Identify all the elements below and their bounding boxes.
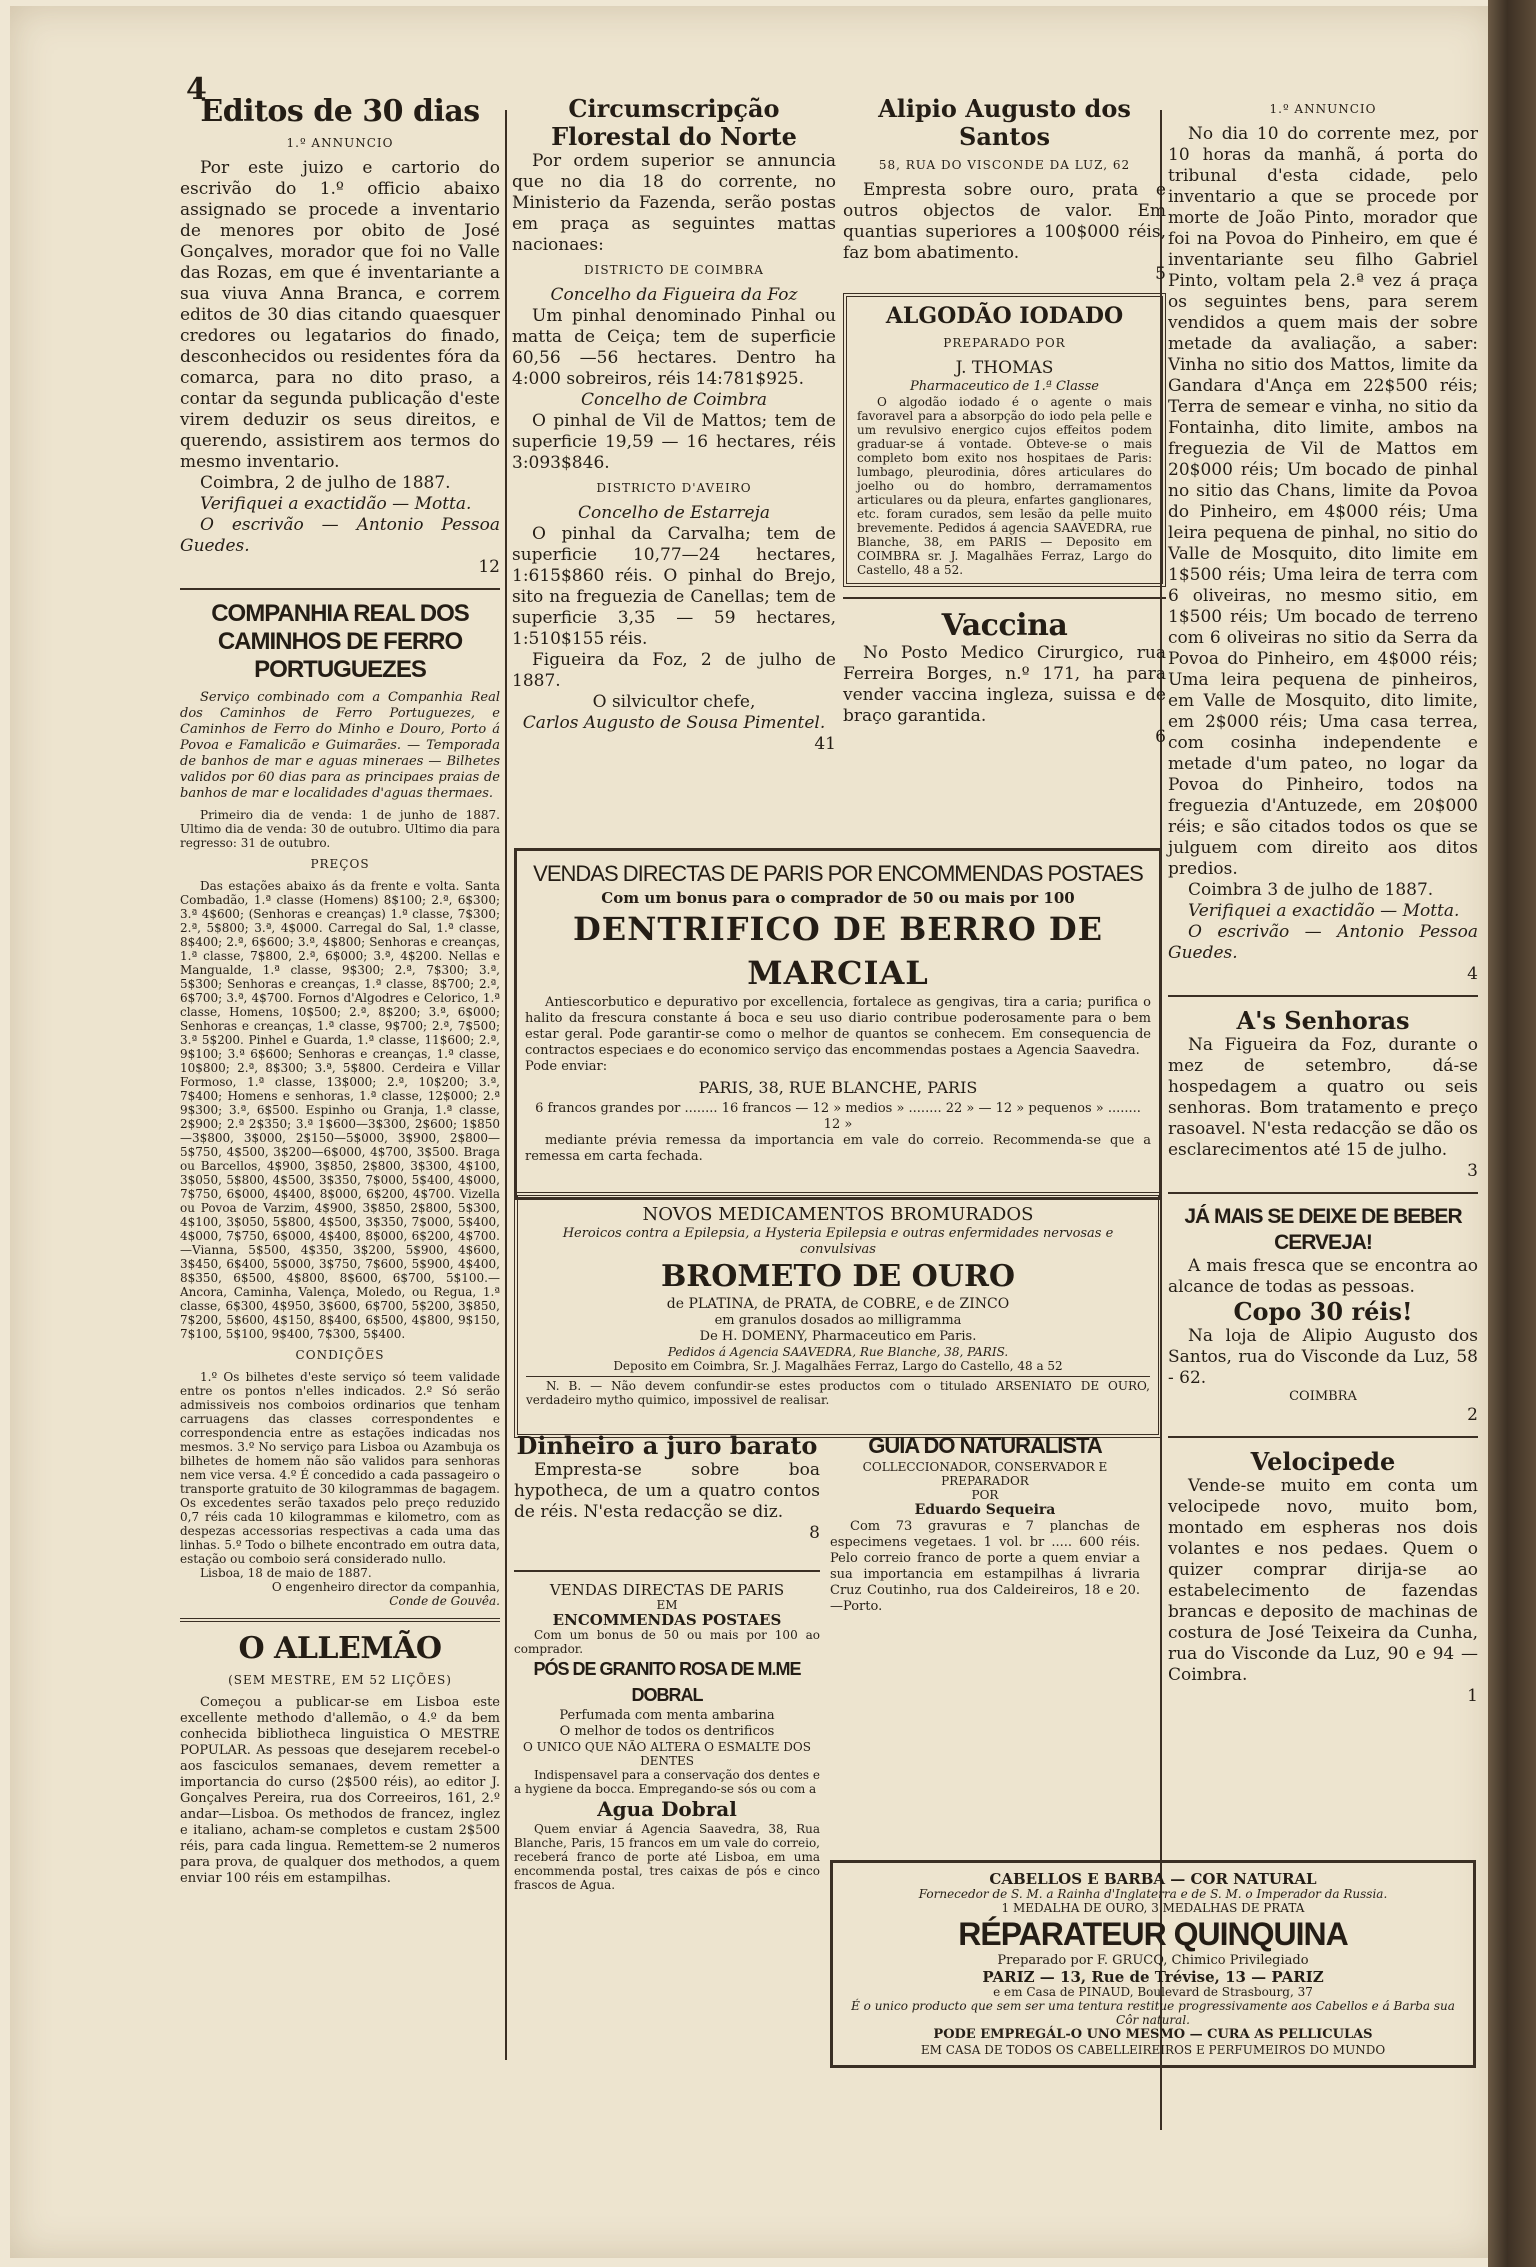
concelho-estarreja: Concelho de Estarreja xyxy=(578,503,770,523)
dobral-agua: Agua Dobral xyxy=(597,1797,737,1821)
circ-body: Por ordem superior se annuncia que no dia 18 do corrente, no Ministerio da Fazenda, serão postas em praça as seguintes mattas nacionaes: xyxy=(512,151,836,255)
guia-body: Com 73 gravuras e 7 planchas de especimens vegetaes. 1 vol. br ..... 600 réis. Pelo correio franco de porte a quem enviar a sua importancia em estampilhas á livraria Cruz Coutinho, rua dos Caldeireiros, 18 e 20.—Porto. xyxy=(830,1519,1140,1614)
column-1 xyxy=(180,95,500,1887)
divider xyxy=(1168,995,1478,997)
paris-product: DENTRIFICO DE BERRO DE MARCIAL xyxy=(573,910,1103,992)
concelho-figueira: Concelho da Figueira da Foz xyxy=(550,285,798,305)
dobral-em: EM xyxy=(656,1598,678,1612)
column-4 xyxy=(1168,95,1478,1707)
cerveja-shop: Na loja de Alipio Augusto dos Santos, rua do Visconde da Luz, 58 - 62. xyxy=(1168,1326,1478,1388)
senhoras-num: 3 xyxy=(1467,1161,1478,1181)
ann-date: Coimbra 3 de julho de 1887. xyxy=(1188,880,1434,900)
brom-metals: de PLATINA, de PRATA, de COBRE, e de ZINCO xyxy=(666,1296,1010,1312)
quinquina-ad xyxy=(830,1860,1476,2068)
column-2 xyxy=(512,95,836,755)
brom-by: De H. DOMENY, Pharmaceutico em Paris. xyxy=(699,1329,977,1344)
velocipede-body: Vende-se muito em conta um velocipede novo, muito bom, montado em espheras nos dois volantes e nos pedaes. Quem o quizer comprar dirija-se ao estabelecimento de fazendas brancas e deposito de machinas de costura de José Teixeira da Cunha, rua do Visconde da Luz, 90 e 94 — Coimbra. xyxy=(1168,1476,1478,1685)
dobral-product: PÓS DE GRANITO ROSA DE M.ME DOBRAL xyxy=(533,1659,801,1705)
divider xyxy=(180,588,500,590)
brom-gran: em granulos dosados ao milligramma xyxy=(714,1313,962,1328)
editos-announce: 1.º ANNUNCIO xyxy=(286,136,394,150)
algodao-prep: PREPARADO POR xyxy=(943,336,1066,350)
cp-sub: Serviço combinado com a Companhia Real dos Caminhos de Ferro Portuguezes, e Caminhos de Ferro do Minho e Douro, Porto á Povoa e Famalicão e Guimarães. — Temporada de banhos de mar e aguas mineraes — Bilhetes validos por 60 dias para as principaes praias de banhos de mar e localidades d'aguas thermaes. xyxy=(180,690,500,801)
cerveja-title: JÁ MAIS SE DEIXE DE BEBER CERVEJA! xyxy=(1184,1205,1462,1254)
column-3 xyxy=(843,95,1166,748)
editos-body: Por este juizo e cartorio do escrivão do 1.º officio abaixo assignado se procede a inventario de menores por obito de José Gonçalves, morador que foi no Valle das Rozas, em que é inventariante a sua viuva Anna Branca, e correm editos de 30 dias citando quaesquer credores ou legatarios do finado, desconhecidos ou residentes fóra da comarca, para no dito praso, a contar da segunda publicação d'este virem deduzir os seus direitos, e querendo, assistirem aos termos do mesmo inventario. xyxy=(180,158,500,472)
editos-verif: Verifiquei a exactidão — Motta. xyxy=(200,494,472,514)
dobral-title: VENDAS DIRECTAS DE PARIS xyxy=(549,1581,785,1599)
cp-sign: O engenheiro director da companhia, xyxy=(271,1580,500,1594)
dobral-ad xyxy=(514,1560,820,1892)
paris-addr: PARIS, 38, RUE BLANCHE, PARIS xyxy=(698,1078,978,1097)
guia-ad xyxy=(830,1432,1140,1615)
dobral-bonus: Com um bonus de 50 ou mais por 100 ao comprador. xyxy=(514,1628,820,1656)
quin-casa: e em Casa de PINAUD, Boulevard de Strasbourg, 37 xyxy=(993,1985,1313,1999)
quin-pode: PODE EMPREGÁL-O UNO MESMO — CURA AS PELLICULAS xyxy=(933,2027,1373,2042)
alipio-body: Empresta sobre ouro, prata e outros objectos de valor. Em quantias superiores a 100$000 réis, faz bom abatimento. xyxy=(843,180,1166,263)
quin-prep: Preparado por F. GRUCQ, Chimico Privilegiado xyxy=(997,1953,1309,1968)
vaccina-num: 6 xyxy=(1155,727,1166,747)
circ-sign2: Carlos Augusto de Sousa Pimentel. xyxy=(522,713,826,733)
paris-footer: mediante prévia remessa da importancia em vale do correio. Recommenda-se que a remessa em carta fechada. xyxy=(525,1133,1151,1164)
quin-forn: Fornecedor de S. M. a Rainha d'Inglaterra e de S. M. o Imperador da Russia. xyxy=(918,1887,1388,1901)
dinheiro-ad xyxy=(514,1432,820,1544)
cp-precos: PREÇOS xyxy=(310,857,370,871)
divider xyxy=(1168,1436,1478,1438)
page-number: 4 xyxy=(186,72,207,107)
paris-pode: Pode enviar: xyxy=(525,1059,608,1074)
senhoras-title: A's Senhoras xyxy=(1236,1006,1410,1035)
brometo-ad xyxy=(514,1192,1162,1438)
ann-scriv: O escrivão — Antonio Pessoa Guedes. xyxy=(1168,922,1478,963)
senhoras-body: Na Figueira da Foz, durante o mez de setembro, dá-se hospedagem a quatro ou seis senhoras. Bom tratamento e preço rasoavel. N'esta redacção se dão os esclarecimentos até 15 de julho. xyxy=(1168,1035,1478,1160)
velocipede-num: 1 xyxy=(1467,1686,1478,1706)
cp-precos-body: Das estações abaixo ás da frente e volta. Santa Combadão, 1.ª classe (Homens) 8$100; 2.ª, 6$300; 3.ª 4$600; (Senhoras e creanças) 1.ª classe, 7$300; 2.ª, 5$800; 3.ª, 4$000. Carregal do Sal, 1.ª classe, 8$400; 2.ª, 6$600; 3.ª, 4$800; Senhoras e creanças, 1.ª classe, 7$800, 2.ª, 6$000; 3.ª, 4$200. Nellas e Mangualde, 1.ª classe, 9$300; 2.ª, 7$300; 3.ª, 5$300; Senhoras e creanças, 1.ª classe, 8$700; 2.ª, 6$700; 3.ª, 4$700. Fornos d'Algodres e Celorico, 1.ª classe, Homens, 10$500; 2.ª, 8$200; 3.ª, 6$000; Senhoras e creanças, 1.ª classe, 9$700; 2.ª, 7$500; 3.ª 5$200. Pinhel e Guarda, 1.ª classe, 11$600; 2.ª, 9$100; 3.ª 6$600; Senhoras e creanças, 1.ª classe, 10$800; 2.ª, 8$300; 3.ª, 5$800. Cerdeira e Villar Formoso, 1.ª classe, 13$000; 2.ª, 10$200; 3.ª, 7$400; Homens e senhoras, 1.ª classe, 12$000; 2.ª 9$300; 3.ª, 6$500. Espinho ou Granja, 1.ª classe, 2$900; 2.ª 2$350; 3.ª 1$600—3$300, 2$600; 1$850—3$800, 3$000, 2$150—5$000, 3$900, 2$800—5$750, 4$500, 3$200—6$000, 4$700, 3$500. Braga ou Barcellos, 4$900, 3$850, 2$800, 3$300, 4$100, 3$050, 5$800, 4$500, 3$350, 7$000, 5$400, 4$000, 7$750, 6$000, 4$400, 8$000, 6$200, 4$700. Vizella ou Povoa de Varzim, 4$900, 3$850, 2$800, 5$300, 4$100, 3$050, 5$800, 4$500, 3$350, 7$000, 5$400, 4$000, 7$750, 6$000, 4$400, 8$000, 6$200, 4$700.—Vianna, 5$500, 4$350, 3$200, 5$900, 4$600, 3$450, 6$400, 5$000, 3$750, 7$600, 5$900, 4$400, 8$350, 6$500, 4$800, 8$600, 6$700, 5$100.—Ancora, Caminha, Valença, Moledo, ou Regua, 1.ª classe, 6$300, 4$950, 3$600, 6$700, 5$200, 3$850, 7$200, 5$600, 4$150, 8$400, 6$500, 4$800, 9$150, 7$100, 5$100, 9$400, 7$300, 5$400. xyxy=(180,879,500,1341)
guia-author: Eduardo Sequeira xyxy=(914,1502,1056,1518)
velocipede-title: Velocipede xyxy=(1250,1447,1396,1476)
circ-sign: O silvicultor chefe, xyxy=(592,692,756,712)
estarreja-body: O pinhal da Carvalha; tem de superficie 10,77—24 hectares, 1:615$860 réis. O pinhal do Brejo, sito na freguezia de Canellas; tem de superficie 3,35 — 59 hectares, 1:510$155 réis. xyxy=(512,524,836,649)
allemao-sub: (SEM MESTRE, EM 52 LIÇÕES) xyxy=(228,1673,452,1687)
vaccina-title: Vaccina xyxy=(941,608,1068,643)
paris-prices: 6 francos grandes por ........ 16 francos — 12 » medios » ........ 22 » — 12 » pequenos » ........ 12 » xyxy=(535,1101,1141,1132)
allemao-body: Começou a publicar-se em Lisboa este excellente methodo d'allemão, o 4.º da bem conhecida bibliotheca linguistica O MESTRE POPULAR. As pessoas que desejarem recebel-o aos fasciculos semanaes, devem remetter a importancia do curso (2$500 réis), ao editor J. Gonçalves Pereira, rua dos Correeiros, 161, 2.º andar—Lisboa. Os methodos de francez, inglez e italiano, acham-se completos e custam 2$500 réis, para cada lingua. Remettem-se 2 numeros para prova, de qualquer dos methodos, a quem enviar 100 réis em estampilhas. xyxy=(180,1695,500,1886)
cerveja-city: COIMBRA xyxy=(1289,1389,1357,1404)
algodao-ad xyxy=(843,293,1166,587)
quin-product: RÉPARATEUR QUINQUINA xyxy=(958,1916,1348,1952)
divider xyxy=(1168,1192,1478,1194)
paris-ad xyxy=(514,848,1162,1200)
district-aveiro: DISTRICTO D'AVEIRO xyxy=(596,481,752,495)
paris-title: VENDAS DIRECTAS DE PARIS POR ENCOMMENDAS POSTAES xyxy=(533,861,1143,886)
quin-casa2: EM CASA DE TODOS OS CABELLEIREIROS E PERFUMEIROS DO MUNDO xyxy=(920,2043,1386,2057)
dinheiro-body: Empresta-se sobre boa hypotheca, de um a quatro contos de réis. N'esta redacção se diz. xyxy=(514,1460,820,1522)
vaccina-body: No Posto Medico Cirurgico, rua Ferreira Borges, n.º 171, ha para vender vaccina ingleza, suissa e de braço garantida. xyxy=(843,643,1166,726)
brom-ped: Pedidos á Agencia SAAVEDRA, Rue Blanche, 38, PARIS. xyxy=(667,1345,1009,1359)
paris-body: Antiescorbutico e depurativo por excellencia, fortalece as gengivas, tira a caria; purifica o halito da frescura constante á boca e seu uso diario contribue poderosamente para o bem estar geral. Pode garantir-se como o melhor de quantos se conhecem. Em consequencia de contractos especiaes e do economico serviço das encommendas postaes a Agencia Saavedra. xyxy=(525,995,1151,1058)
dinheiro-title: Dinheiro a juro barato xyxy=(516,1431,818,1460)
column-rule xyxy=(505,110,507,2060)
dobral-perf: Perfumada com menta ambarina xyxy=(559,1708,775,1723)
guia-sub: COLLECCIONADOR, CONSERVADOR E PREPARADOR xyxy=(862,1460,1108,1488)
ann-num: 4 xyxy=(1467,964,1478,984)
ann-body: No dia 10 do corrente mez, por 10 horas da manhã, á porta do tribunal d'esta cidade, pelo inventario a que se procede por morte de João Pinto, morador que foi na Povoa do Pinheiro, em que é inventariante seu filho Gabriel Pinto, voltam pela 2.ª vez á praça os seguintes bens, para serem vendidos a quem mais der sobre metade da avaliação, a saber: Vinha no sitio dos Mattos, limite da Gandara d'Ança em 22$500 réis; Terra de semear e vinha, no sitio da Fontainha, dito limite, ambos na freguezia de Vil de Mattos em 20$000 réis; Um bocado de pinhal no sitio das Chans, limite da Povoa do Pinheiro, em 4$000 réis; Uma leira pequena de pinhal, no sitio do Valle de Mosquito, dito limite em 1$500 réis; Uma leira de terra com 6 oliveiras, no mesmo sitio, em 1$500 réis; Um bocado de terreno com 6 oliveiras no sitio da Serra da Povoa do Pinheiro, em 4$000 réis; Uma leira pequena de pinheiros, em Valle de Mosquito, dito limite, em 2$000 réis; Uma casa terrea, com cosinha independente e metade d'um pateo, no logar da Povoa do Pinheiro, todos na freguezia d'Antuzede, em 20$000 réis; e são citados todos os que se julguem com direito aos ditos predios. xyxy=(1168,124,1478,879)
alipio-num: 5 xyxy=(1155,264,1166,284)
cp-cond: CONDIÇÕES xyxy=(295,1348,385,1362)
dobral-enc: ENCOMMENDAS POSTAES xyxy=(552,1611,782,1629)
editos-scriv: O escrivão — Antonio Pessoa Guedes. xyxy=(180,515,500,556)
cerveja-body: A mais fresca que se encontra ao alcance de todas as pessoas. xyxy=(1168,1256,1478,1297)
figueira-body: Um pinhal denominado Pinhal ou matta de Ceiça; tem de superficie 60,56 —56 hectares. Dentro ha 4:000 sobreiros, réis 14:781$925. xyxy=(512,306,836,389)
cerveja-num: 2 xyxy=(1467,1405,1478,1425)
cp-sign2: Conde de Gouvêa. xyxy=(389,1594,500,1608)
ann-label: 1.º ANNUNCIO xyxy=(1269,102,1377,116)
cp-cond-body: 1.º Os bilhetes d'este serviço só teem validade entre os pontos n'elles indicados. 2.º Só serão admissiveis nos comboios ordinarios que tenham carruagens das classes correspondentes e correspondencia entre as estações indicadas nos mesmos. 3.º No serviço para Lisboa ou Azambuja os bilhetes de homem não são validos para senhoras nem vice versa. 4.º É concedido a cada passageiro o transporte gratuito de 30 kilogrammas de bagagem. Os excedentes serão taxados pelo preço reduzido 0,7 réis cada 10 kilogrammas e kilometro, com as despezas accessorias respectivas a cada uma das linhas. 5.º Todo o bilhete encontrado em outra data, estação ou comboio será considerado nullo. xyxy=(180,1370,500,1566)
book-spine xyxy=(1488,0,1536,2267)
divider xyxy=(843,597,1166,599)
editos-title: Editos de 30 dias xyxy=(200,94,480,129)
brom-nb: N. B. — Não devem confundir-se estes productos com o titulado ARSENIATO DE OURO, verdadeiro mytho quimico, impossivel de realisar. xyxy=(526,1376,1150,1407)
alipio-addr: 58, RUA DO VISCONDE DA LUZ, 62 xyxy=(878,158,1131,172)
algodao-title: ALGODÃO IODADO xyxy=(885,303,1124,329)
coimbra-body: O pinhal de Vil de Mattos; tem de superficie 19,59 — 16 hectares, réis 3:093$846. xyxy=(512,411,836,473)
circ-title: Circumscripção Florestal do Norte xyxy=(551,94,797,151)
brom-dep: Deposito em Coimbra, Sr. J. Magalhães Ferraz, Largo do Castello, 48 a 52 xyxy=(613,1359,1063,1373)
cp-date: Lisboa, 18 de maio de 1887. xyxy=(200,1566,372,1580)
circ-date: Figueira da Foz, 2 de julho de 1887. xyxy=(512,650,836,691)
algodao-body: O algodão iodado é o agente o mais favoravel para a absorpção do iodo pela pelle e um revulsivo energico cujos effeitos podem graduar-se á vontade. Obteve-se o mais completo bom exito nos hospitaes de Paris: lumbago, pleurodinia, dôres articulares do joelho ou do hombro, derramamentos articulares ou da pleura, enfartes ganglionares, etc. foram curados, sem lesão da pelle muito brevemente. Pedidos á agencia SAAVEDRA, rue Blanche, 38, em PARIS — Deposito em COIMBRA sr. J. Magalhães Ferraz, Largo do Castello, 48 a 52. xyxy=(857,395,1152,577)
cp-title: COMPANHIA REAL DOS CAMINHOS DE FERRO PORTUGUEZES xyxy=(211,600,469,683)
brom-title: NOVOS MEDICAMENTOS BROMURADOS xyxy=(642,1204,1034,1225)
dinheiro-num: 8 xyxy=(809,1523,820,1543)
brom-sub: Heroicos contra a Epilepsia, a Hysteria Epilepsia e outras enfermidades nervosas e convulsivas xyxy=(562,1226,1114,1257)
quin-only: É o unico producto que sem ser uma tentura restitue progressivamente aos Cabellos e á Barba sua Côr natural. xyxy=(851,1999,1455,2027)
editos-date: Coimbra, 2 de julho de 1887. xyxy=(200,473,451,493)
alipio-title: Alipio Augusto dos Santos xyxy=(878,94,1131,151)
editos-num: 12 xyxy=(478,557,500,577)
quin-top: CABELLOS E BARBA — COR NATURAL xyxy=(989,1870,1317,1888)
quin-medal: 1 MEDALHA DE OURO, 3 MEDALHAS DE PRATA xyxy=(1001,1901,1305,1915)
district-coimbra: DISTRICTO DE COIMBRA xyxy=(584,263,764,277)
dobral-only: O UNICO QUE NÃO ALTERA O ESMALTE DOS DENTES xyxy=(523,1740,811,1768)
cp-dates: Primeiro dia de venda: 1 de junho de 1887. Ultimo dia de venda: 30 de outubro. Ultimo dia para regresso: 31 de outubro. xyxy=(180,808,500,850)
algodao-name: J. THOMAS xyxy=(955,358,1054,378)
divider xyxy=(514,1570,820,1572)
paris-bonus: Com um bonus para o comprador de 50 ou mais por 100 xyxy=(601,889,1075,907)
ann-verif: Verifiquei a exactidão — Motta. xyxy=(1188,901,1460,921)
guia-title: GUIA DO NATURALISTA xyxy=(868,1433,1102,1458)
dobral-best: O melhor de todos os dentrificos xyxy=(559,1724,775,1739)
dobral-indisp: Indispensavel para a conservação dos dentes e a hygiene da bocca. Empregando-se sós ou com a xyxy=(514,1768,820,1796)
guia-por: POR xyxy=(971,1488,999,1502)
brom-product: BROMETO DE OURO xyxy=(660,1259,1016,1294)
cerveja-price: Copo 30 réis! xyxy=(1233,1297,1413,1326)
allemao-title: O ALLEMÃO xyxy=(238,1631,442,1666)
algodao-pharm: Pharmaceutico de 1.ª Classe xyxy=(910,379,1099,394)
concelho-coimbra: Concelho de Coimbra xyxy=(580,390,768,410)
divider xyxy=(180,1618,500,1622)
circ-num: 41 xyxy=(814,734,836,754)
quin-addr: PARIZ — 13, Rue de Trévise, 13 — PARIZ xyxy=(982,1968,1324,1986)
dobral-quem: Quem enviar á Agencia Saavedra, 38, Rua Blanche, Paris, 15 francos em um vale do correio, receberá franco de porte até Lisboa, em uma encommenda postal, tres caixas de pós e cinco frascos de Agua. xyxy=(514,1822,820,1892)
